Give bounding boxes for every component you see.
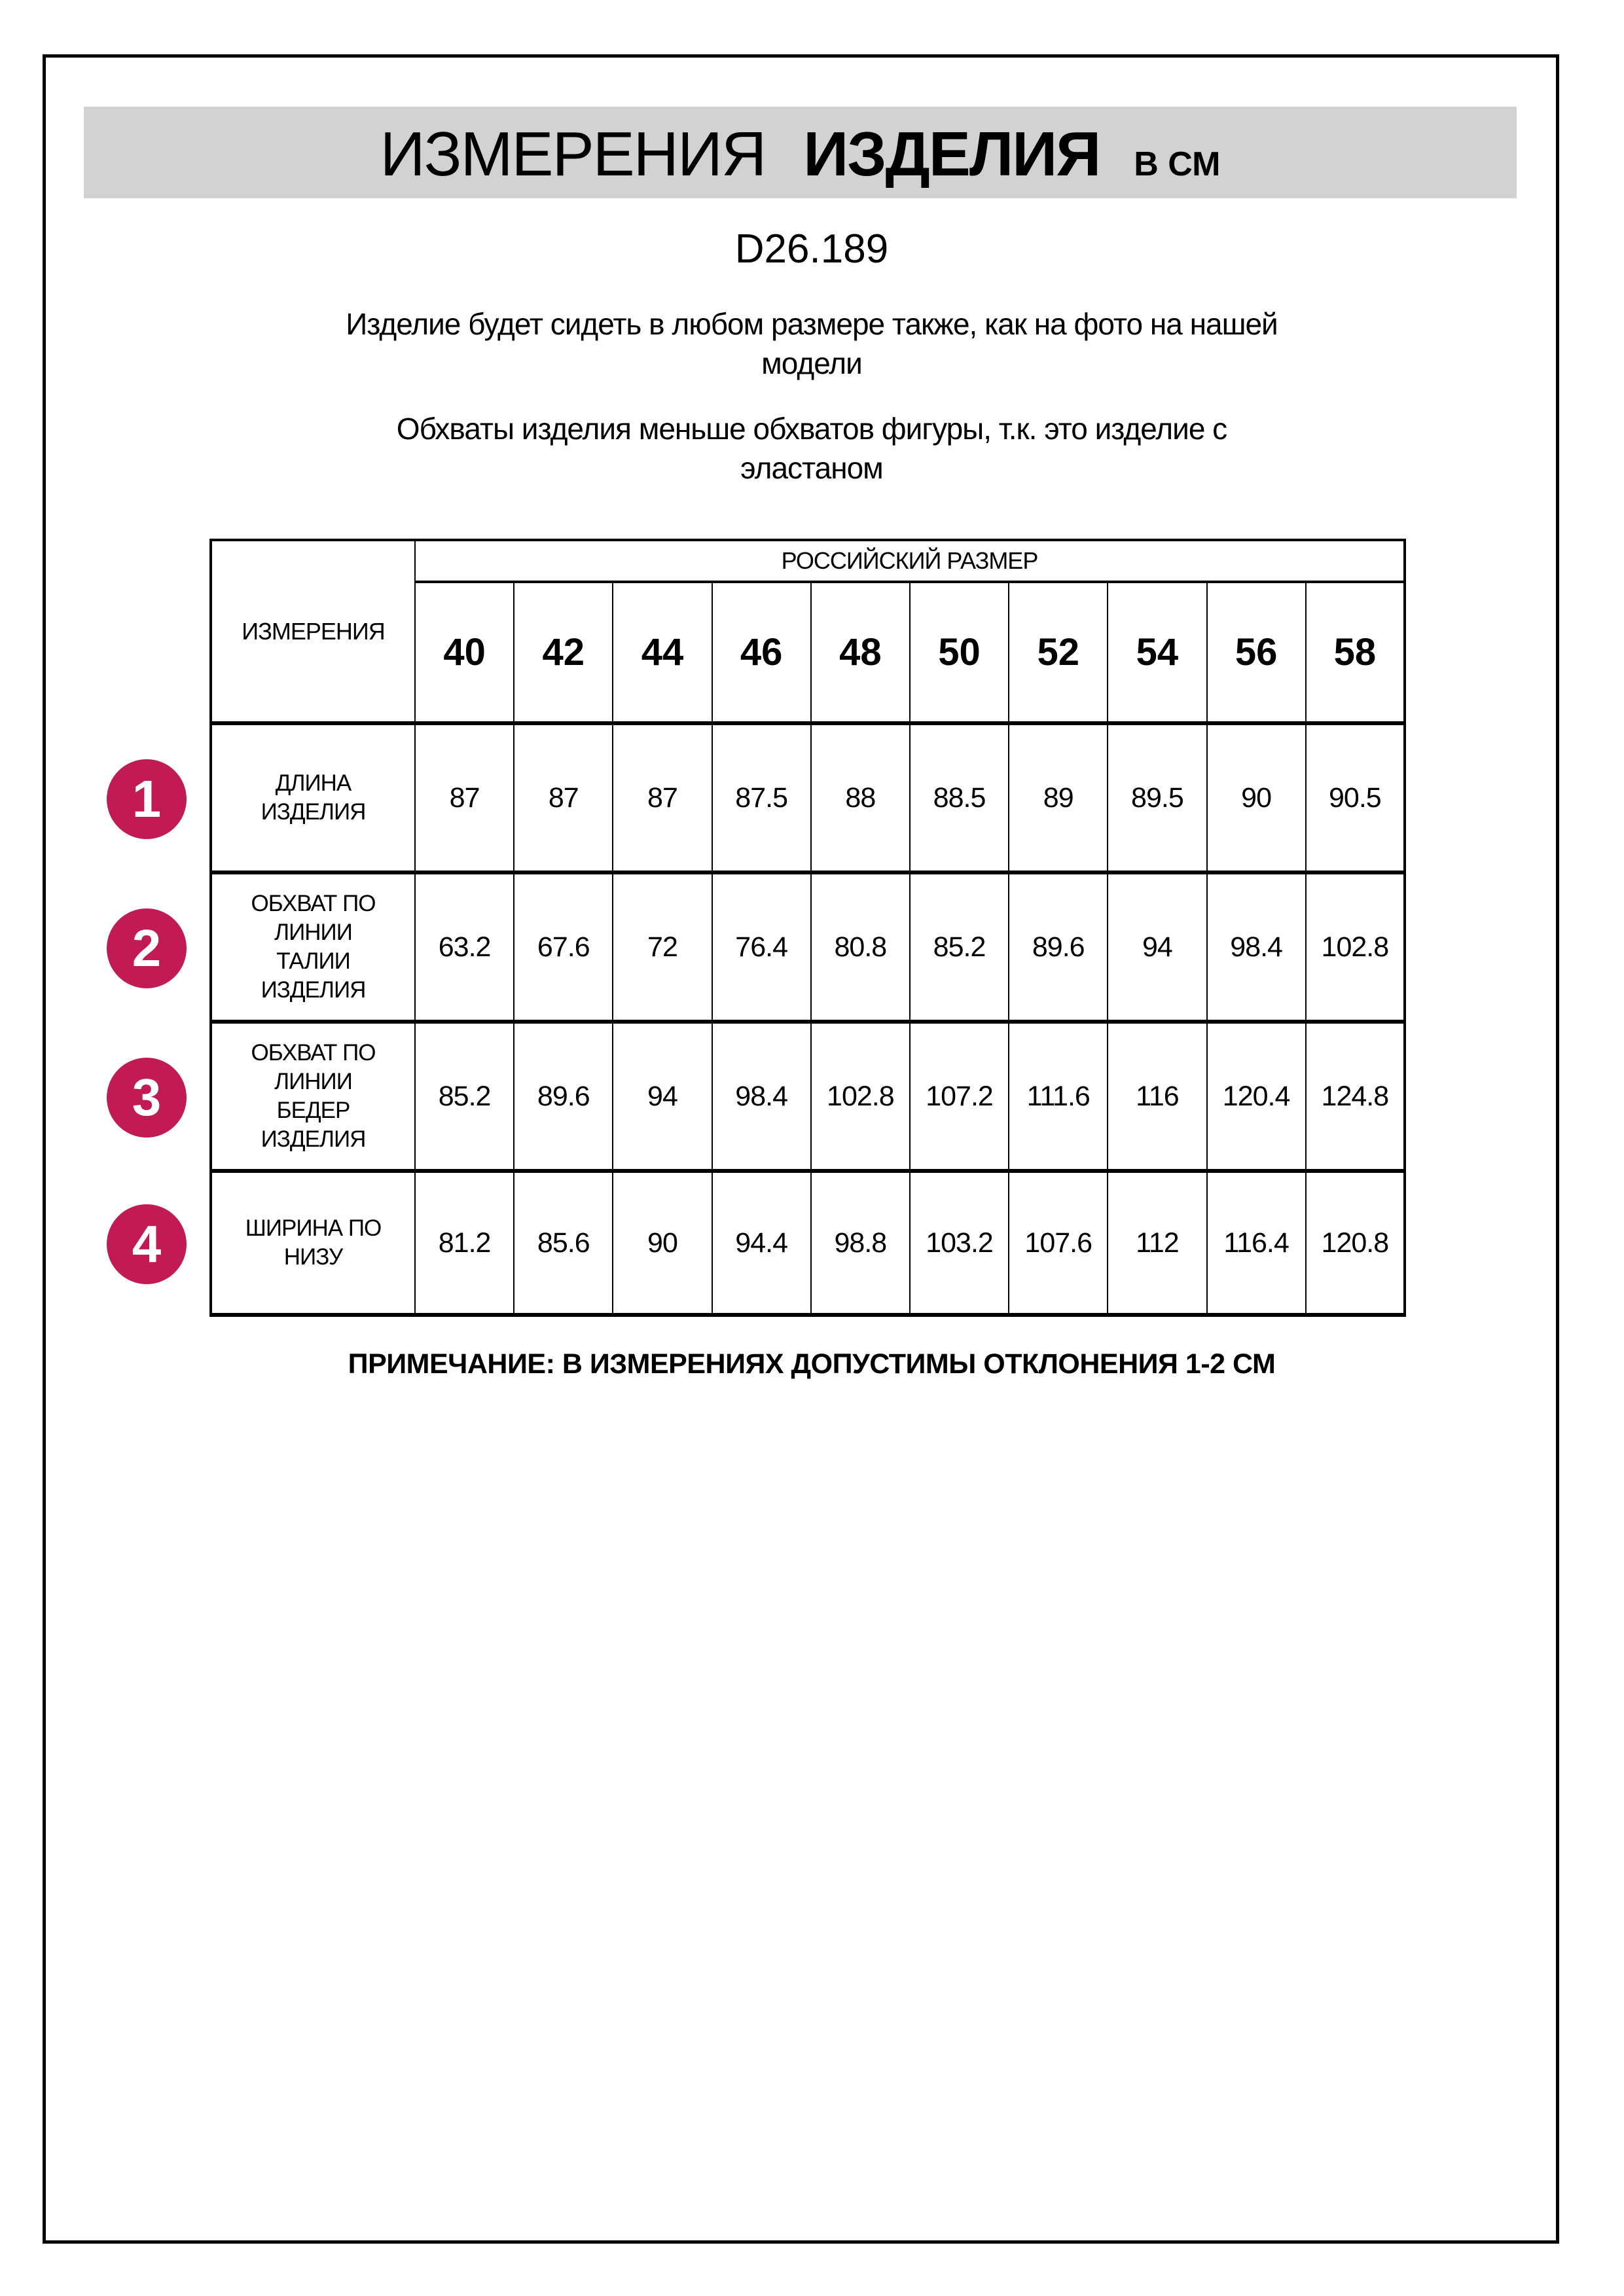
value-cell: 103.2 — [910, 1171, 1009, 1315]
title-unit-suffix: В СМ — [1134, 145, 1221, 183]
value-cell: 120.8 — [1306, 1171, 1405, 1315]
value-cell: 116.4 — [1207, 1171, 1306, 1315]
value-cell: 94 — [613, 1022, 712, 1171]
row-label-line: ТАЛИИ — [276, 948, 350, 974]
paragraph-1-line-2: модели — [761, 346, 862, 380]
size-header-cell: 50 — [910, 582, 1009, 723]
value-cell: 81.2 — [415, 1171, 514, 1315]
value-cell: 124.8 — [1306, 1022, 1405, 1171]
paragraph-2-line-2: эластаном — [740, 451, 883, 485]
product-code: D26.189 — [734, 226, 889, 272]
value-cell: 76.4 — [712, 872, 811, 1022]
value-cell: 112 — [1108, 1171, 1206, 1315]
value-cell: 98.4 — [712, 1022, 811, 1171]
value-cell: 85.2 — [415, 1022, 514, 1171]
value-cell: 94 — [1108, 872, 1206, 1022]
row-label-line: ДЛИНА — [275, 770, 352, 796]
value-cell: 67.6 — [514, 872, 613, 1022]
value-cell: 98.8 — [811, 1171, 910, 1315]
value-cell: 107.6 — [1009, 1171, 1108, 1315]
size-header-cell: 44 — [613, 582, 712, 723]
row-label-line: БЕДЕР — [276, 1098, 350, 1123]
size-header-cell: 42 — [514, 582, 613, 723]
size-table — [209, 539, 1406, 1317]
row-number-badge-2: 2 — [107, 908, 187, 988]
row-label-line: ИЗДЕЛИЯ — [261, 977, 366, 1003]
value-cell: 102.8 — [811, 1022, 910, 1171]
value-cell: 85.6 — [514, 1171, 613, 1315]
intro-paragraph-1 — [124, 304, 1499, 383]
size-header-cell: 56 — [1207, 582, 1306, 723]
value-cell: 107.2 — [910, 1022, 1009, 1171]
table-row-hips — [211, 1022, 1405, 1171]
table-row-waist — [211, 872, 1405, 1022]
value-cell: 87 — [613, 723, 712, 872]
intro-paragraph-2 — [124, 409, 1499, 488]
size-header-cell: 54 — [1108, 582, 1206, 723]
row-label-line: ЛИНИИ — [274, 1069, 352, 1094]
group-header-row — [211, 540, 1405, 582]
table-row-bottom-width — [211, 1171, 1405, 1315]
row-label-cell — [211, 1022, 415, 1171]
size-header-cell: 52 — [1009, 582, 1108, 723]
row-label-line: ИЗДЕЛИЯ — [261, 799, 366, 825]
size-header-cell: 58 — [1306, 582, 1405, 723]
row-label-line: НИЗУ — [283, 1244, 343, 1270]
row-number-badge-3: 3 — [107, 1058, 187, 1138]
title-word-izdeliya: ИЗДЕЛИЯ — [803, 119, 1100, 189]
value-cell: 85.2 — [910, 872, 1009, 1022]
note: ПРИМЕЧАНИЕ: В ИЗМЕРЕНИЯХ ДОПУСТИМЫ ОТКЛОНЕНИЯ 1-2 СМ — [348, 1348, 1276, 1380]
value-cell: 89.5 — [1108, 723, 1206, 872]
value-cell: 63.2 — [415, 872, 514, 1022]
value-cell: 120.4 — [1207, 1022, 1306, 1171]
size-header-cell: 46 — [712, 582, 811, 723]
value-cell: 98.4 — [1207, 872, 1306, 1022]
value-cell: 116 — [1108, 1022, 1206, 1171]
row-label-cell — [211, 723, 415, 872]
value-cell: 90.5 — [1306, 723, 1405, 872]
table-row-length — [211, 723, 1405, 872]
row-label-cell — [211, 872, 415, 1022]
row-label-line: ШИРИНА ПО — [245, 1215, 382, 1241]
size-group-header-cell: РОССИЙСКИЙ РАЗМЕР — [415, 540, 1405, 582]
value-cell: 87 — [514, 723, 613, 872]
corner-header-cell: ИЗМЕРЕНИЯ — [211, 540, 415, 723]
size-header-cell: 48 — [811, 582, 910, 723]
value-cell: 89 — [1009, 723, 1108, 872]
value-cell: 87.5 — [712, 723, 811, 872]
value-cell: 102.8 — [1306, 872, 1405, 1022]
value-cell: 88 — [811, 723, 910, 872]
value-cell: 89.6 — [1009, 872, 1108, 1022]
title-word-izmereniya: ИЗМЕРЕНИЯ — [380, 119, 766, 189]
value-cell: 90 — [1207, 723, 1306, 872]
row-number-badge-4: 4 — [107, 1204, 187, 1284]
value-cell: 111.6 — [1009, 1022, 1108, 1171]
size-header-cell: 40 — [415, 582, 514, 723]
paragraph-2-line-1: Обхваты изделия меньше обхватов фигуры, т.к. это изделие с — [396, 412, 1227, 446]
paragraph-1-line-1: Изделие будет сидеть в любом размере также, как на фото на нашей — [346, 307, 1278, 341]
row-label-line: ОБХВАТ ПО — [251, 1040, 376, 1066]
value-cell: 90 — [613, 1171, 712, 1315]
value-cell: 88.5 — [910, 723, 1009, 872]
row-label-line: ЛИНИИ — [274, 920, 352, 945]
row-label-line: ИЗДЕЛИЯ — [261, 1126, 366, 1152]
value-cell: 94.4 — [712, 1171, 811, 1315]
value-cell: 72 — [613, 872, 712, 1022]
row-label-line: ОБХВАТ ПО — [251, 891, 376, 916]
value-cell: 80.8 — [811, 872, 910, 1022]
row-label-cell — [211, 1171, 415, 1315]
title-band — [84, 107, 1517, 198]
value-cell: 87 — [415, 723, 514, 872]
row-number-badge-1: 1 — [107, 759, 187, 839]
value-cell: 89.6 — [514, 1022, 613, 1171]
